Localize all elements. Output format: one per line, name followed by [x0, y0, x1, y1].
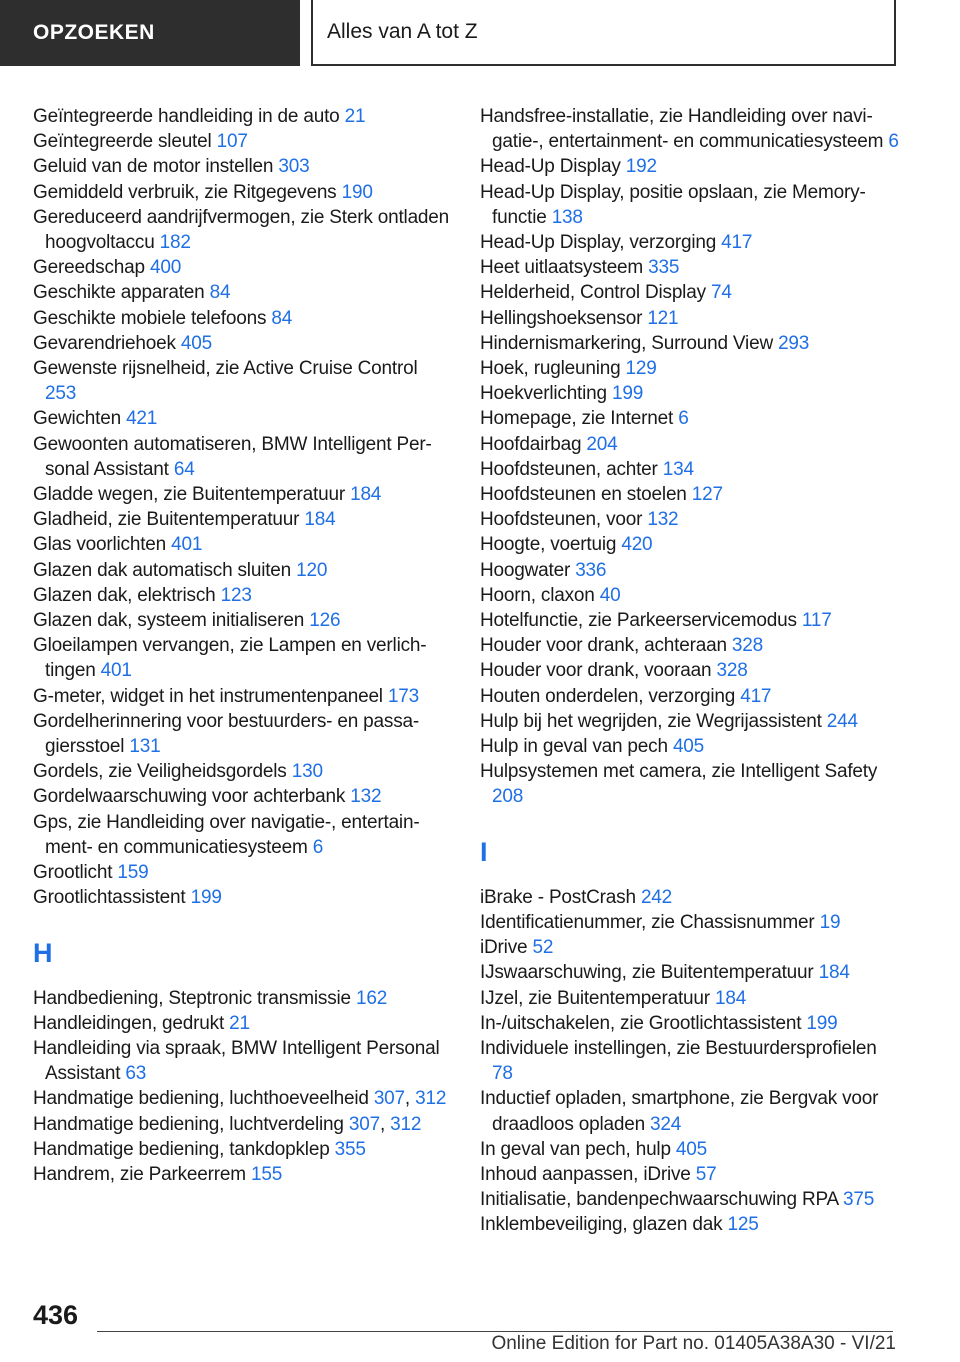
page-link[interactable]: 6 — [678, 408, 689, 430]
page-link[interactable]: 328 — [716, 660, 748, 682]
index-entry — [480, 306, 900, 331]
page-link[interactable]: 420 — [621, 534, 653, 556]
index-entry — [33, 759, 453, 784]
index-entry — [480, 684, 900, 709]
section-tab: OPZOEKEN — [0, 0, 300, 66]
page-link[interactable]: 199 — [612, 383, 644, 405]
index-term: Head-Up Display, verzorging — [480, 232, 717, 254]
index-term: Geschikte apparaten — [33, 282, 205, 304]
page-link[interactable]: 155 — [251, 1163, 283, 1185]
index-entry — [480, 104, 900, 154]
index-term: Hoofdsteunen, voor — [480, 509, 643, 531]
page-link[interactable]: 162 — [356, 987, 388, 1009]
index-term: Helderheid, Control Display — [480, 282, 706, 304]
index-term: Handleiding via spraak, BMW Intelligent Personal Assistant — [33, 1037, 440, 1085]
page-link[interactable]: 355 — [334, 1138, 366, 1160]
index-term: Geïntegreerde sleutel — [33, 131, 212, 153]
index-entry — [33, 280, 453, 305]
page-link[interactable]: 182 — [159, 232, 191, 254]
index-term: Initialisatie, bandenpechwaarschuwing RPA — [480, 1189, 838, 1211]
page-link[interactable]: 335 — [648, 257, 680, 279]
page-link[interactable]: 190 — [341, 181, 373, 203]
page-link[interactable]: 19 — [819, 911, 841, 933]
index-entry: Handmatige bediening, luchtverdeling 307, 312 — [33, 1113, 422, 1135]
index-entry — [33, 1162, 453, 1187]
page-link[interactable]: 184 — [818, 962, 850, 984]
page-link[interactable]: 123 — [220, 584, 252, 606]
page-link[interactable]: 138 — [551, 206, 583, 228]
page-link[interactable]: 63 — [125, 1063, 147, 1085]
index-term: Gewichten — [33, 408, 121, 430]
index-term: Hoorn, claxon — [480, 584, 595, 606]
index-term: Hoogte, voertuig — [480, 534, 617, 556]
index-term: Gladheid, zie Buitentemperatuur — [33, 509, 300, 531]
index-entry — [33, 406, 453, 431]
index-entry — [480, 1212, 900, 1237]
page-link[interactable]: 84 — [209, 282, 231, 304]
index-entry — [480, 583, 900, 608]
index-entry — [33, 104, 453, 129]
index-entry — [480, 734, 900, 759]
index-entry — [480, 331, 900, 356]
index-term: Hoekverlichting — [480, 383, 607, 405]
index-term: Gloeilampen vervangen, zie Lampen en verlichtingen — [33, 635, 427, 682]
index-term: Inhoud aanpassen, iDrive — [480, 1163, 691, 1185]
index-term: Hulpsystemen met camera, zie Intelligent Safety — [480, 761, 878, 783]
index-term: Glazen dak, elektrisch — [33, 584, 216, 606]
index-entry — [480, 180, 900, 230]
index-term: Head-Up Display — [480, 156, 621, 178]
index-entry — [480, 532, 900, 557]
page-link[interactable]: 21 — [229, 1012, 250, 1034]
page-link[interactable]: 417 — [721, 232, 753, 254]
index-term: Glazen dak, systeem initialiseren — [33, 610, 305, 632]
index-term: Gps, zie Handleiding over navigatie-, entertainment- en communicatiesysteem — [33, 811, 420, 858]
page-link[interactable]: 405 — [180, 332, 212, 354]
chapter-title: Alles van A tot Z — [311, 0, 896, 66]
index-term: Houten onderdelen, verzorging — [480, 685, 736, 707]
page-link[interactable]: 131 — [129, 736, 161, 758]
index-entry — [33, 356, 453, 406]
page-link[interactable]: 303 — [278, 156, 310, 178]
page-link[interactable]: 130 — [291, 761, 323, 783]
page-link[interactable]: 199 — [190, 887, 222, 909]
index-term: Glazen dak automatisch sluiten — [33, 559, 292, 581]
index-entry — [33, 532, 453, 557]
index-term: Handmatige bediening, luchthoeveelheid — [33, 1088, 369, 1110]
index-term: Houder voor drank, vooraan — [480, 660, 712, 682]
page-link[interactable]: 127 — [691, 484, 723, 506]
page-link[interactable]: 134 — [662, 458, 694, 480]
index-entry — [33, 205, 453, 255]
page-link[interactable]: 244 — [826, 710, 858, 732]
page-link[interactable]: 132 — [350, 786, 382, 808]
index-term: IJzel, zie Buitentemperatuur — [480, 987, 710, 1009]
index-term: Handsfree-installatie, zie Handleiding over navigatie-, entertainment- en communicatiesysteem — [480, 106, 884, 153]
index-entry — [33, 331, 453, 356]
page-link[interactable]: 328 — [731, 635, 764, 657]
index-entry — [480, 658, 900, 683]
index-entry — [33, 784, 453, 809]
index-term: Houder voor drank, achteraan — [480, 635, 727, 657]
index-entry — [33, 129, 453, 154]
index-entry — [480, 154, 900, 179]
index-entry — [33, 810, 453, 860]
page-link[interactable]: 417 — [740, 685, 772, 707]
index-term: Hoofdsteunen, achter — [480, 458, 658, 480]
index-entry — [480, 608, 900, 633]
page-link[interactable]: 324 — [650, 1113, 682, 1135]
page-link[interactable]: 401 — [100, 660, 132, 682]
index-term: IJswaarschuwing, zie Buitentemperatuur — [480, 962, 814, 984]
index-entry — [480, 1036, 900, 1086]
index-entry — [33, 1137, 453, 1162]
page-link[interactable]: 78 — [492, 1063, 513, 1085]
page-link[interactable]: 307 — [373, 1088, 405, 1110]
page-link[interactable]: 117 — [801, 610, 832, 632]
index-entry — [33, 432, 453, 482]
page-link[interactable]: 199 — [806, 1012, 838, 1034]
index-term: Hulp bij het wegrijden, zie Wegrijassistent — [480, 710, 822, 732]
page-link[interactable]: 52 — [532, 937, 554, 959]
index-entry — [33, 507, 453, 532]
index-term: Hulp in geval van pech — [480, 736, 668, 758]
index-column-left — [33, 104, 453, 1187]
index-entry — [480, 1011, 900, 1036]
page-link[interactable]: 6 — [312, 836, 324, 858]
index-entry — [480, 1162, 900, 1187]
index-entry — [480, 381, 900, 406]
page-link[interactable]: 184 — [715, 987, 747, 1009]
index-term: Inductief opladen, smartphone, zie Bergvak voor draadloos opladen — [480, 1088, 879, 1135]
index-entry — [33, 684, 453, 709]
page-link[interactable]: 21 — [344, 106, 366, 127]
index-entry — [480, 280, 900, 305]
index-entry — [480, 507, 900, 532]
index-entry — [33, 306, 453, 331]
index-term: Handbediening, Steptronic transmissie — [33, 987, 351, 1009]
page-link[interactable]: 375 — [843, 1189, 875, 1211]
index-entry — [480, 885, 900, 910]
footer-divider — [97, 1331, 893, 1332]
page-link[interactable]: 400 — [149, 257, 182, 279]
page-link[interactable]: 57 — [695, 1163, 717, 1185]
index-entry — [33, 709, 453, 759]
index-entry — [480, 910, 900, 935]
index-entry — [480, 406, 900, 431]
index-column-right — [480, 104, 900, 1238]
page-link[interactable]: 129 — [625, 358, 657, 380]
page-link[interactable]: 159 — [117, 862, 149, 884]
index-term: Handleidingen, gedrukt — [33, 1012, 225, 1034]
section-letter: H — [33, 937, 53, 968]
index-term: In geval van pech, hulp — [480, 1138, 671, 1160]
index-term: In-/uitschakelen, zie Grootlichtassistent — [480, 1012, 802, 1034]
index-entry — [33, 482, 453, 507]
index-term: Hoek, rugleuning — [480, 358, 621, 380]
index-term: Handrem, zie Parkeerrem — [33, 1163, 246, 1185]
page-link[interactable]: 132 — [647, 509, 679, 531]
page-link[interactable]: 121 — [647, 307, 679, 329]
index-term: Geïntegreerde handleiding in de auto — [33, 106, 340, 127]
index-entry — [480, 558, 900, 583]
index-term: Hoofdairbag — [480, 433, 582, 455]
page-link[interactable]: 120 — [296, 559, 328, 581]
page-link[interactable]: 307 — [348, 1113, 380, 1135]
page-number: 436 — [33, 1300, 79, 1330]
page-link[interactable]: 204 — [586, 433, 618, 455]
index-term: G-meter, widget in het instrumentenpaneel — [33, 685, 383, 707]
index-term: Geluid van de motor instellen — [33, 156, 274, 178]
page-link[interactable]: 125 — [727, 1214, 759, 1236]
index-entry — [480, 960, 900, 985]
index-term: Gordelherinnering voor bestuurders- en passagiersstoel — [33, 710, 420, 758]
index-entry — [33, 608, 453, 633]
index-term: Hotelfunctie, zie Parkeerservicemodus — [480, 610, 797, 632]
index-term: Handmatige bediening, luchtverdeling — [33, 1113, 344, 1135]
index-entry — [33, 583, 453, 608]
index-term: Hoofdsteunen en stoelen — [480, 484, 687, 506]
index-term: Gewenste rijsnelheid, zie Active Cruise Control — [33, 358, 418, 380]
page-link[interactable]: 312 — [390, 1113, 422, 1135]
page-link[interactable]: 107 — [216, 131, 248, 153]
index-entry — [480, 356, 900, 381]
index-term: Inklembeveiliging, glazen dak — [480, 1214, 723, 1236]
page-link[interactable]: 405 — [675, 1138, 708, 1160]
index-entry — [480, 1187, 900, 1212]
page-link[interactable]: 40 — [599, 584, 621, 606]
edition-note: Online Edition for Part no. 01405A38A30 - VI/21 — [491, 1333, 896, 1354]
index-entry — [33, 154, 453, 179]
page-link[interactable]: 336 — [575, 559, 607, 581]
page-header — [0, 0, 896, 66]
index-term: iDrive — [480, 937, 528, 959]
index-entry — [33, 986, 453, 1011]
index-entry — [33, 180, 453, 205]
index-entry — [480, 709, 900, 734]
index-term: Hellingshoeksensor — [480, 307, 643, 329]
index-term: Hindernismarkering, Surround View — [480, 332, 773, 354]
page-link[interactable]: 208 — [492, 786, 524, 808]
index-entry — [480, 1137, 900, 1162]
index-term: Gereduceerd aandrijfvermogen, zie Sterk ontladen hoogvoltaccu — [33, 206, 450, 254]
page-link[interactable]: 64 — [173, 458, 195, 480]
section-letter: I — [480, 836, 488, 867]
index-entry — [33, 633, 453, 683]
index-term: Head-Up Display, positie opslaan, zie Memoryfunctie — [480, 181, 866, 228]
index-entry — [33, 1011, 453, 1036]
index-entry — [480, 633, 900, 658]
page-link[interactable]: 126 — [309, 610, 341, 632]
page-link[interactable]: 184 — [350, 484, 382, 506]
index-entry — [33, 558, 453, 583]
index-term: Gereedschap — [33, 257, 145, 279]
page-link[interactable]: 242 — [640, 886, 673, 908]
index-entry — [480, 482, 900, 507]
index-term: Geschikte mobiele telefoons — [33, 307, 267, 329]
page-link[interactable]: 173 — [387, 685, 420, 707]
index-term: Individuele instellingen, zie Bestuurdersprofielen — [480, 1037, 877, 1059]
page-link[interactable]: 293 — [778, 332, 810, 354]
index-entry — [480, 935, 900, 960]
index-entry — [33, 255, 453, 280]
index-entry — [480, 432, 900, 457]
page-link[interactable]: 184 — [304, 509, 336, 531]
index-term: Gordelwaarschuwing voor achterbank — [33, 786, 346, 808]
page-link[interactable]: 253 — [45, 383, 77, 405]
page-link[interactable]: 421 — [126, 408, 158, 430]
index-entry — [480, 255, 900, 280]
page-link[interactable]: 84 — [271, 307, 293, 329]
index-term: iBrake - PostCrash — [480, 886, 636, 908]
index-term: Glas voorlichten — [33, 534, 167, 556]
index-term: Gewoonten automatiseren, BMW Intelligent Personal Assistant — [33, 433, 432, 480]
page-link[interactable]: 405 — [672, 736, 705, 758]
index-entry — [480, 230, 900, 255]
index-term: Gordels, zie Veiligheidsgordels — [33, 761, 287, 783]
page-link[interactable]: 401 — [171, 534, 203, 556]
index-term: Identificatienummer, zie Chassisnummer — [480, 911, 815, 933]
index-term: Grootlichtassistent — [33, 887, 186, 909]
index-entry: Handmatige bediening, luchthoeveelheid 307, 312 — [33, 1088, 447, 1110]
page-link[interactable]: 312 — [415, 1088, 447, 1110]
index-entry — [480, 986, 900, 1011]
page-link[interactable]: 74 — [710, 282, 732, 304]
index-term: Hoogwater — [480, 559, 571, 581]
index-term: Grootlicht — [33, 862, 113, 884]
index-term: Handmatige bediening, tankdopklep — [33, 1138, 330, 1160]
index-term: Homepage, zie Internet — [480, 408, 674, 430]
page-link[interactable]: 6 — [888, 131, 899, 153]
index-term: Gemiddeld verbruik, zie Ritgegevens — [33, 181, 337, 203]
index-term: Gladde wegen, zie Buitentemperatuur — [33, 484, 345, 506]
page-link[interactable]: 192 — [625, 156, 657, 178]
index-entry — [480, 759, 900, 809]
index-entry — [33, 885, 453, 910]
index-entry — [480, 1086, 900, 1136]
index-term: Gevarendriehoek — [33, 332, 176, 354]
index-term: Heet uitlaatsysteem — [480, 257, 644, 279]
index-entry — [33, 860, 453, 885]
index-entry — [480, 457, 900, 482]
index-entry — [33, 1036, 453, 1086]
